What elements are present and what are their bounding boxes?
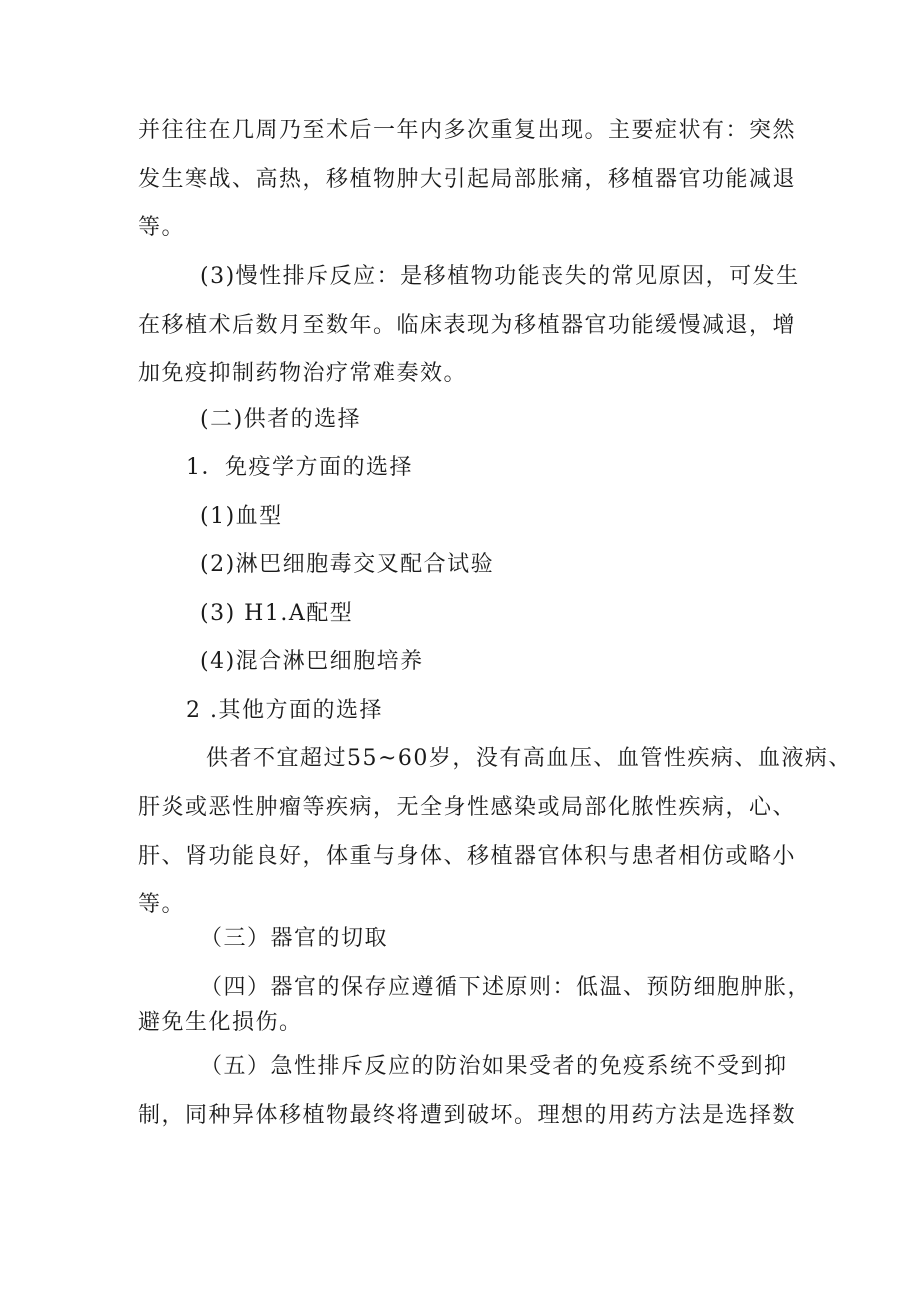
paragraph-line: （五）急性排斥反应的防治如果受者的免疫系统不受到抑 (200, 1054, 788, 1079)
list-item: (1)血型 (200, 504, 283, 529)
paragraph-line: 供者不宜超过55~60岁，没有高血压、血管性疾病、血液病、 (206, 746, 852, 771)
list-item: (3) H1.A配型 (200, 601, 354, 626)
paragraph-line: 等。 (138, 215, 186, 240)
paragraph-line: 并往往在几周乃至术后一年内多次重复出现。主要症状有：突然 (138, 118, 797, 143)
paragraph-line: 在移植术后数月至数年。临床表现为移植器官功能缓慢减退，增 (138, 313, 797, 338)
paragraph-line: (3)慢性排斥反应：是移植物功能丧失的常见原因，可发生 (200, 264, 800, 289)
paragraph-line: 制，同种异体移植物最终将遭到破坏。理想的用药方法是选择数 (138, 1103, 797, 1128)
list-item: (4)混合淋巴细胞培养 (200, 649, 424, 674)
paragraph-line: 避免生化损伤。 (138, 1010, 303, 1035)
paragraph-line: 肝、肾功能良好，体重与身体、移植器官体积与患者相仿或略小 (138, 844, 797, 869)
paragraph-line: 等。 (138, 892, 186, 917)
paragraph-line: （四）器官的保存应遵循下述原则：低温、预防细胞肿胀， (200, 975, 812, 1000)
subsection-heading-immunology: 1．免疫学方面的选择 (186, 455, 413, 480)
section-heading-donor-selection: (二)供者的选择 (200, 407, 362, 432)
section-heading-harvest: （三）器官的切取 (200, 926, 389, 951)
paragraph-line: 发生寒战、高热，移植物肿大引起局部胀痛，移植器官功能减退 (138, 167, 797, 192)
subsection-heading-other: 2 .其他方面的选择 (186, 698, 383, 723)
list-item: (2)淋巴细胞毒交叉配合试验 (200, 552, 495, 577)
paragraph-line: 加免疫抑制药物治疗常难奏效。 (138, 361, 468, 386)
paragraph-line: 肝炎或恶性肿瘤等疾病，无全身性感染或局部化脓性疾病，心、 (138, 795, 797, 820)
